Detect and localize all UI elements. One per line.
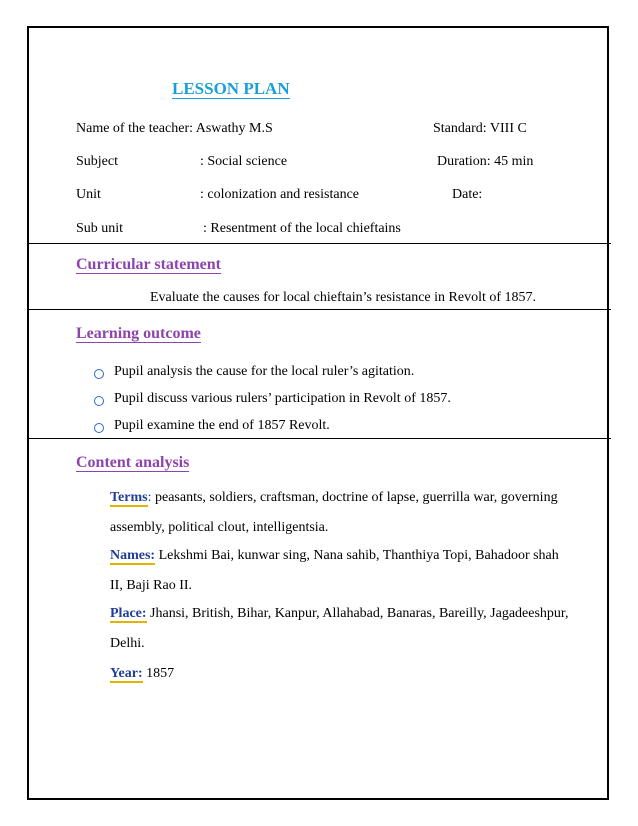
divider xyxy=(29,309,611,310)
divider xyxy=(29,438,611,439)
curricular-heading: Curricular statement xyxy=(76,256,221,273)
content-heading: Content analysis xyxy=(76,454,190,471)
unit-label: Unit xyxy=(76,187,101,202)
place-text: Jhansi, British, Bihar, Kanpur, Allahabad, Banaras, Bareilly, Jagadeeshpur, Delhi. xyxy=(110,606,569,651)
teacher-name: Name of the teacher: Aswathy M.S xyxy=(76,121,273,136)
names-text: Lekshmi Bai, kunwar sing, Nana sahib, Thanthiya Topi, Bahadoor shah II, Baji Rao II. xyxy=(110,548,559,593)
subject-value: : Social science xyxy=(200,154,288,169)
subject-label: Subject xyxy=(76,154,118,169)
bullet-icon xyxy=(94,423,104,433)
terms-text: peasants, soldiers, craftsman, doctrine of lapse, guerrilla war, governing assembly, political clout, intelligentsia. xyxy=(110,490,558,535)
terms-colon: : xyxy=(147,490,152,505)
year-paragraph xyxy=(110,659,570,689)
duration: Duration: 45 min xyxy=(437,154,534,169)
date: Date: xyxy=(452,187,483,202)
subunit-label: Sub unit xyxy=(76,221,124,236)
names-label: Names: xyxy=(110,548,156,563)
terms-label: Terms xyxy=(110,490,148,505)
learning-item: Pupil discuss various rulers’ participation in Revolt of 1857. xyxy=(114,391,451,406)
subunit-value: : Resentment of the local chieftains xyxy=(203,221,401,236)
curricular-text: Evaluate the causes for local chieftain’s resistance in Revolt of 1857. xyxy=(150,290,537,305)
unit-value: : colonization and resistance xyxy=(200,187,359,202)
bullet-icon xyxy=(94,369,104,379)
standard: Standard: VIII C xyxy=(433,121,527,136)
page-title: LESSON PLAN xyxy=(172,79,290,98)
names-paragraph xyxy=(110,541,570,601)
year-label: Year: xyxy=(110,666,143,681)
place-paragraph xyxy=(110,599,570,659)
bullet-icon xyxy=(94,396,104,406)
terms-paragraph xyxy=(110,483,570,543)
learning-item: Pupil analysis the cause for the local ruler’s agitation. xyxy=(114,364,415,379)
divider xyxy=(29,243,611,244)
year-text: 1857 xyxy=(142,666,175,681)
learning-heading: Learning outcome xyxy=(76,325,201,342)
learning-item: Pupil examine the end of 1857 Revolt. xyxy=(114,418,330,433)
place-label: Place: xyxy=(110,606,147,621)
